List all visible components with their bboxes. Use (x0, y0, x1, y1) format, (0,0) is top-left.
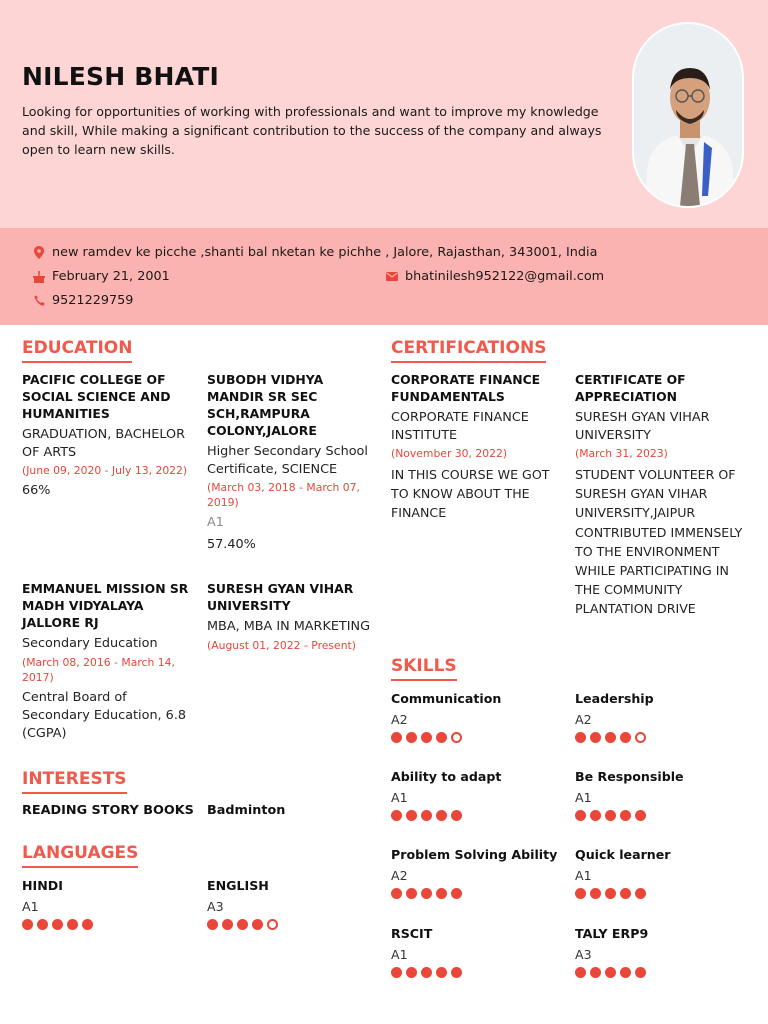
language-level: A1 (22, 899, 39, 914)
skill-name: RSCIT (391, 926, 433, 941)
skill-item (391, 925, 571, 978)
rating-dot-filled (451, 967, 462, 978)
skill-level: A3 (575, 947, 592, 962)
education-grade: A1 (207, 515, 224, 530)
address-row (32, 245, 597, 260)
skill-level: A2 (391, 712, 408, 727)
rating-dot-filled (575, 967, 586, 978)
rating-dot-empty (267, 919, 278, 930)
rating-dot-filled (436, 967, 447, 978)
education-item (22, 580, 197, 743)
education-dates: (June 09, 2020 - July 13, 2022) (22, 464, 188, 477)
phone-icon (32, 294, 46, 308)
education-detail: Central Board of Secondary Education, 6.8 (CGPA) (22, 689, 187, 741)
rating-dot-filled (590, 888, 601, 899)
header (0, 0, 768, 228)
skill-level: A2 (575, 712, 592, 727)
education-item (207, 371, 377, 554)
cake-icon (32, 270, 46, 284)
skill-name: Be Responsible (575, 769, 684, 784)
education-item (207, 580, 382, 653)
rating-dot-filled (406, 810, 417, 821)
rating-dot-filled (451, 810, 462, 821)
interests-title: INTERESTS (22, 769, 127, 794)
rating-dot-filled (391, 810, 402, 821)
skill-item (575, 690, 755, 743)
rating-dot-filled (575, 810, 586, 821)
certification-name: CORPORATE FINANCE FUNDAMENTALS (391, 372, 541, 404)
skill-level: A1 (575, 868, 592, 883)
rating-dot-filled (22, 919, 33, 930)
email-row[interactable] (385, 269, 604, 284)
rating-dot-filled (436, 810, 447, 821)
rating-dot-filled (620, 732, 631, 743)
rating-dot-filled (207, 919, 218, 930)
institution: EMMANUEL MISSION SR MADH VIDYALAYA JALLORE RJ (22, 581, 189, 630)
rating-dot-filled (421, 810, 432, 821)
rating-dot-filled (605, 967, 616, 978)
rating-dots (391, 810, 571, 821)
certification-name: CERTIFICATE OF APPRECIATION (575, 372, 686, 404)
interest-item: Badminton (207, 803, 286, 818)
degree: Higher Secondary School Certificate, SCIENCE (207, 444, 368, 477)
rating-dot-filled (421, 732, 432, 743)
phone-row[interactable] (32, 293, 133, 308)
rating-dot-filled (252, 919, 263, 930)
rating-dots (207, 919, 387, 930)
education-dates: (August 01, 2022 - Present) (207, 638, 356, 652)
certifications-title: CERTIFICATIONS (391, 338, 546, 363)
skill-name: Quick learner (575, 847, 671, 862)
language-level: A3 (207, 899, 224, 914)
rating-dot-filled (620, 810, 631, 821)
rating-dot-filled (391, 888, 402, 899)
skill-name: TALY ERP9 (575, 926, 649, 941)
rating-dot-filled (82, 919, 93, 930)
address-text: new ramdev ke picche ,shanti bal nketan ke pichhe , Jalore, Rajasthan, 343001, India (52, 245, 598, 260)
interest-item: READING STORY BOOKS (22, 803, 194, 818)
skill-item (575, 768, 755, 821)
rating-dot-filled (421, 967, 432, 978)
skill-item (575, 846, 755, 899)
education-detail: 66% (22, 483, 51, 498)
degree: Secondary Education (22, 636, 158, 651)
rating-dot-filled (391, 967, 402, 978)
rating-dot-filled (67, 919, 78, 930)
rating-dots (22, 919, 202, 930)
skills-title: SKILLS (391, 656, 457, 681)
education-dates: (March 03, 2018 - March 07, 2019) (207, 481, 360, 509)
rating-dots (391, 967, 571, 978)
education-detail: 57.40% (207, 537, 256, 552)
rating-dot-filled (635, 888, 646, 899)
dob-row (32, 269, 170, 284)
rating-dot-filled (575, 888, 586, 899)
rating-dot-filled (590, 810, 601, 821)
skill-item (391, 690, 571, 743)
skill-name: Ability to adapt (391, 769, 502, 784)
profile-photo (632, 22, 744, 208)
rating-dot-filled (406, 967, 417, 978)
rating-dot-filled (222, 919, 233, 930)
language-name: HINDI (22, 878, 63, 893)
rating-dot-filled (575, 732, 586, 743)
skill-item (575, 925, 755, 978)
skill-name: Leadership (575, 691, 654, 706)
language-item (22, 877, 202, 930)
rating-dots (575, 810, 755, 821)
rating-dots (575, 888, 755, 899)
skill-level: A1 (575, 790, 592, 805)
certification-description: IN THIS COURSE WE GOT TO KNOW ABOUT THE FINANCE (391, 467, 550, 521)
institution: PACIFIC COLLEGE OF SOCIAL SCIENCE AND HUMANITIES (22, 372, 171, 421)
certification-date: (November 30, 2022) (391, 447, 508, 460)
rating-dot-filled (605, 732, 616, 743)
languages-title: LANGUAGES (22, 843, 138, 868)
rating-dot-filled (436, 732, 447, 743)
rating-dots (575, 732, 755, 743)
certification-item (391, 371, 561, 523)
dob-text: February 21, 2001 (52, 269, 170, 284)
certification-issuer: SURESH GYAN VIHAR UNIVERSITY (575, 410, 710, 443)
education-title: EDUCATION (22, 338, 132, 363)
skill-level: A1 (391, 947, 408, 962)
skill-name: Problem Solving Ability (391, 847, 558, 862)
phone-text[interactable]: 9521229759 (52, 293, 134, 308)
rating-dot-filled (52, 919, 63, 930)
certification-issuer: CORPORATE FINANCE INSTITUTE (391, 410, 529, 443)
skill-name: Communication (391, 691, 502, 706)
rating-dot-filled (590, 967, 601, 978)
skill-level: A2 (391, 868, 408, 883)
rating-dot-filled (620, 967, 631, 978)
education-item (22, 371, 194, 500)
summary: Looking for opportunities of working with professionals and want to improve my knowledge and skill, While making a significant contribution to the success of the company and always open to learn new skills. (22, 104, 602, 157)
degree: GRADUATION, BACHELOR OF ARTS (22, 427, 185, 460)
rating-dot-empty (635, 732, 646, 743)
rating-dot-filled (635, 967, 646, 978)
rating-dot-filled (406, 732, 417, 743)
rating-dot-filled (436, 888, 447, 899)
rating-dot-filled (37, 919, 48, 930)
institution: SUBODH VIDHYA MANDIR SR SEC SCH,RAMPURA COLONY,JALORE (207, 372, 324, 438)
rating-dot-filled (421, 888, 432, 899)
rating-dot-filled (406, 888, 417, 899)
skill-level: A1 (391, 790, 408, 805)
certification-date: (March 31, 2023) (575, 447, 668, 460)
rating-dot-filled (590, 732, 601, 743)
rating-dot-filled (605, 888, 616, 899)
rating-dot-filled (635, 810, 646, 821)
rating-dot-filled (451, 888, 462, 899)
contact-band (0, 228, 768, 325)
language-name: ENGLISH (207, 878, 269, 893)
rating-dots (391, 888, 571, 899)
rating-dot-filled (391, 732, 402, 743)
institution: SURESH GYAN VIHAR UNIVERSITY (207, 581, 354, 613)
rating-dot-filled (620, 888, 631, 899)
degree: MBA, MBA IN MARKETING (207, 619, 371, 634)
candidate-name: NILESH BHATI (22, 62, 220, 91)
email-text[interactable]: bhatinilesh952122@gmail.com (405, 269, 605, 284)
rating-dot-empty (451, 732, 462, 743)
rating-dots (391, 732, 571, 743)
education-dates: (March 08, 2016 - March 14, 2017) (22, 655, 175, 684)
rating-dot-filled (237, 919, 248, 930)
rating-dot-filled (605, 810, 616, 821)
skill-item (391, 846, 571, 899)
language-item (207, 877, 387, 930)
skill-item (391, 768, 571, 821)
location-pin-icon (32, 246, 46, 260)
certification-description: STUDENT VOLUNTEER OF SURESH GYAN VIHAR UNIVERSITY,JAIPUR CONTRIBUTED IMMENSELY TO THE ENVIRONMENT WHILE PARTICIPATING IN THE COMMUNITY PLANTATION DRIVE (575, 467, 743, 617)
rating-dots (575, 967, 755, 978)
email-icon (385, 270, 399, 284)
certification-item (575, 371, 750, 619)
